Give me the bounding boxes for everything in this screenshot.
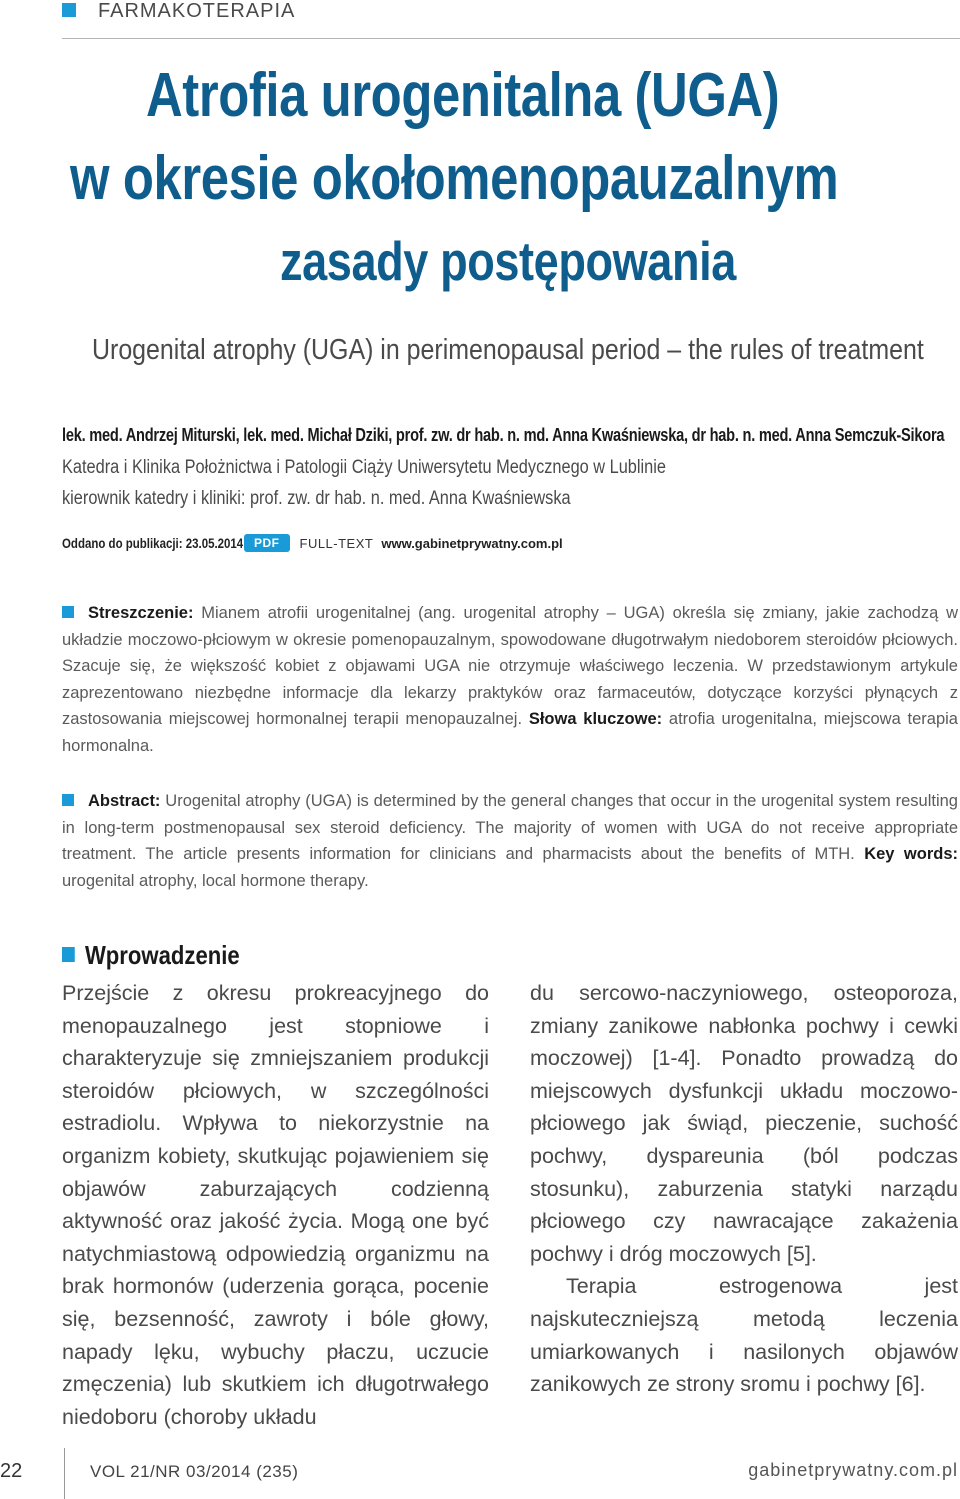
section-label — [62, 0, 295, 23]
streszczenie-marker-icon — [62, 606, 74, 618]
abstract-label: Abstract: — [88, 792, 161, 810]
affiliation-line-1: Katedra i Klinika Położnictwa i Patologii Ciąży Uniwersytetu Medycznego w Lublinie — [62, 457, 666, 478]
footer-site: gabinetprywatny.com.pl — [748, 1460, 958, 1480]
section-marker-icon — [62, 3, 76, 17]
fulltext-link[interactable]: www.gabinetprywatny.com.pl — [381, 535, 563, 551]
authors: lek. med. Andrzej Miturski, lek. med. Michał Dziki, prof. zw. dr hab. n. md. Anna Kwaśniewska, dr hab. n. med. Anna Semczuk-Sikora — [62, 424, 945, 445]
intro-column-2-paragraph-2: Terapia estrogenowa jest najskuteczniejszą metodą leczenia umiarkowanych i nasilonych objawów zanikowych ze strony sromu i pochwy [6]. — [530, 1274, 958, 1397]
header-divider — [62, 38, 960, 39]
intro-column-1: Przejście z okresu prokreacyjnego do menopauzalnego jest stopniowe i charakteryzuje się zmniejszaniem produkcji steroidów płciowych, w szczególności estradiolu. Wpływa to niekorzystnie na organizm kobiety, skutkując pojawieniem się objawów zaburzających codzienną aktywność oraz jakość życia. Mogą one być natychmiastową odpowiedzią organizmu na brak hormonów (uderzenia gorąca, pocenie się, bezsenność, zawroty i bóle głowy, napady lęku, wybuchy płaczu, uczucie zmęczenia) lub skutkiem ich długotrwałego niedoboru (choroby układu — [62, 981, 489, 1429]
fulltext-label: FULL-TEXT — [299, 535, 374, 551]
streszczenie-text: Mianem atrofii urogenitalnej (ang. urogenital atrophy – UGA) określa się zmiany, jakie zachodzą w układzie moczowo-płciowym w okresie pomenopauzalnym, spowodowane długotrwałym niedoborem steroidów płciowych. Szacuje się, że większość kobiet z objawami UGA nie otrzymuje właściwego leczenia. W przedstawionym artykule zaprezentowano niezbędne informacje dla lekarzy praktyków oraz farmaceutów, dotyczące korzyści płynących z zastosowania miejscowej hormonalnej terapii menopauzalnej. — [62, 604, 958, 728]
section-label-text: FARMAKOTERAPIA — [98, 0, 296, 22]
heading-marker-icon — [62, 947, 75, 962]
volume-info: VOL 21/NR 03/2014 (235) — [90, 1462, 299, 1481]
streszczenie-label: Streszczenie: — [88, 604, 194, 622]
footer-divider — [64, 1448, 65, 1499]
abstract-text: Urogenital atrophy (UGA) is determined by the general changes that occur in the urogenital system resulting in long-term postmenopausal sex steroid deficiency. The majority of women with UGA do not receive appropriate treatment. The article presents information for clinicians and pharmacists about the benefits of MTH. — [62, 792, 958, 863]
abstract-marker-icon — [62, 794, 74, 806]
title-line-2: w okresie okołomenopauzalnym — [70, 144, 839, 213]
key-words-text: urogenital atrophy, local hormone therapy. — [62, 871, 369, 890]
slowa-kluczowe-label: Słowa kluczowe: — [528, 710, 663, 728]
publication-row — [62, 532, 563, 554]
publication-date: Oddano do publikacji: 23.05.2014 — [62, 535, 244, 551]
page-number: 22 — [0, 1460, 23, 1482]
pdf-badge[interactable]: PDF — [244, 534, 290, 552]
streszczenie-block — [62, 600, 958, 759]
intro-column-2 — [530, 977, 958, 1401]
slowa-kluczowe-text: atrofia urogenitalna, miejscowa terapia hormonalna. — [62, 710, 958, 755]
intro-column-2-paragraph-1: du sercowo-naczyniowego, osteoporoza, zmiany zanikowe nabłonka pochwy i cewki moczowej) [1-4]. Ponadto prowadzą do miejscowych dysfunkcji układu moczowo-płciowego jak świąd, pieczenie, suchość pochwy, dyspareunia (ból podczas stosunku), zaburzenia statyki narządu płciowego czy nawracające zakażenia pochwy i dróg moczowych [5]. — [530, 981, 958, 1266]
english-subtitle: Urogenital atrophy (UGA) in perimenopausal period – the rules of treatment — [92, 334, 924, 366]
title-line-1: Atrofia urogenitalna (UGA) — [146, 61, 780, 130]
abstract-block — [62, 788, 958, 894]
intro-heading-text: Wprowadzenie — [84, 940, 240, 970]
title-line-3: zasady postępowania — [280, 230, 736, 292]
key-words-label: Key words: — [864, 845, 959, 863]
affiliation-line-2: kierownik katedry i kliniki: prof. zw. dr hab. n. med. Anna Kwaśniewska — [62, 488, 571, 509]
intro-heading — [62, 940, 240, 971]
